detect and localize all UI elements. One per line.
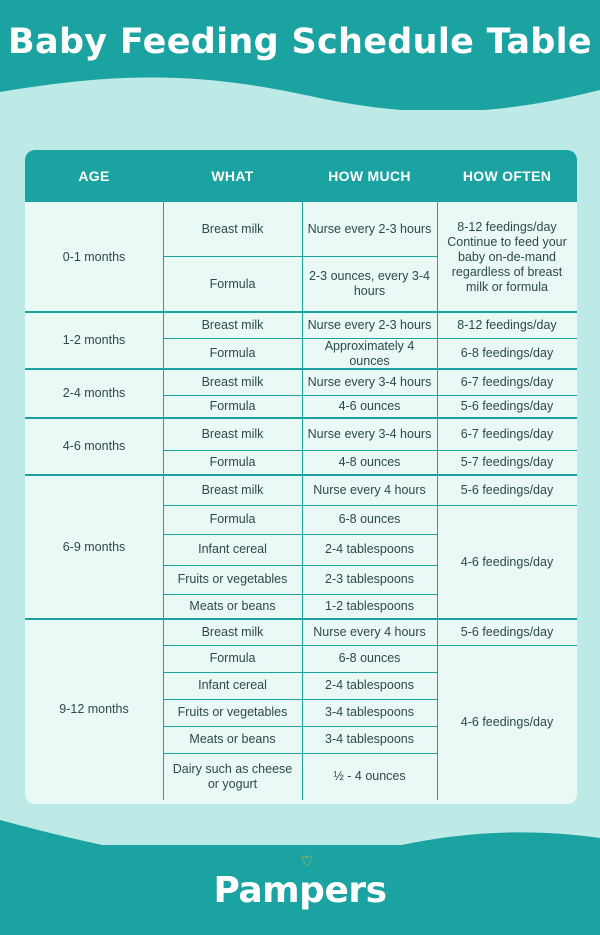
what-cell: Formula xyxy=(209,399,256,413)
what-cell: Formula xyxy=(209,512,256,526)
table-header-row xyxy=(25,150,577,202)
what-cell: Formula xyxy=(209,346,256,360)
header-age: AGE xyxy=(78,168,110,184)
what-cell: Meats or beans xyxy=(189,732,276,746)
how-often-cell: 5-6 feedings/day xyxy=(460,399,554,413)
how-often-cell: 6-7 feedings/day xyxy=(460,374,554,389)
group-divider xyxy=(25,368,577,370)
how-much-cell: 3-4 tablespoons xyxy=(325,732,414,746)
row-divider xyxy=(163,565,437,566)
column-divider xyxy=(302,202,303,800)
row-divider xyxy=(163,594,437,595)
group-divider xyxy=(25,618,577,620)
how-often-cell: 5-6 feedings/day xyxy=(460,482,554,497)
group-divider xyxy=(25,417,577,419)
header-how-much: HOW MUCH xyxy=(328,168,411,184)
how-much-cell: 4-6 ounces xyxy=(338,399,401,413)
how-much-cell: 2-3 tablespoons xyxy=(325,572,414,586)
how-often-cell: 5-6 feedings/day xyxy=(460,624,554,639)
row-divider xyxy=(163,753,437,754)
age-cell: 0-1 months xyxy=(62,249,126,264)
age-cell: 6-9 months xyxy=(62,539,126,554)
header-how-often: HOW OFTEN xyxy=(462,168,552,184)
what-cell: Formula xyxy=(209,455,256,469)
how-often-cell: 8-12 feedings/day Continue to feed your baby on-de-mand regardless of breast milk or formula xyxy=(447,219,567,294)
how-much-cell: Nurse every 4 hours xyxy=(313,624,426,639)
what-cell: Breast milk xyxy=(201,221,264,236)
row-divider xyxy=(163,645,437,646)
how-often-cell: 5-7 feedings/day xyxy=(460,455,554,469)
row-divider xyxy=(163,726,437,727)
how-much-cell: ½ - 4 ounces xyxy=(333,769,406,783)
what-cell: Breast milk xyxy=(201,482,264,497)
row-divider xyxy=(437,450,577,451)
row-divider xyxy=(163,534,437,535)
how-much-cell: Nurse every 3-4 hours xyxy=(307,426,432,441)
feeding-schedule-table xyxy=(25,150,577,804)
column-divider xyxy=(163,202,164,800)
how-much-cell: Approximately 4 ounces xyxy=(324,338,415,368)
how-often-cell: 6-7 feedings/day xyxy=(460,426,554,441)
row-divider xyxy=(163,256,437,257)
row-divider xyxy=(437,338,577,339)
what-cell: Breast milk xyxy=(201,624,264,639)
row-divider xyxy=(163,450,437,451)
group-divider xyxy=(25,474,577,476)
how-much-cell: 2-4 tablespoons xyxy=(325,542,414,556)
heart-icon: ♡ xyxy=(301,854,314,870)
age-cell: 2-4 months xyxy=(62,386,126,400)
column-divider xyxy=(437,202,438,800)
how-often-cell: 6-8 feedings/day xyxy=(460,346,554,360)
what-cell: Formula xyxy=(209,276,256,291)
what-cell: Dairy such as cheese or yogurt xyxy=(172,761,293,791)
brand-name: Pampers xyxy=(213,870,387,911)
how-much-cell: Nurse every 4 hours xyxy=(313,482,426,497)
age-cell: 9-12 months xyxy=(59,702,129,716)
age-cell: 4-6 months xyxy=(62,439,126,453)
how-much-cell: 4-8 ounces xyxy=(338,455,401,469)
what-cell: Fruits or vegetables xyxy=(177,572,288,586)
row-divider xyxy=(163,672,437,673)
row-divider xyxy=(437,505,577,506)
how-often-cell: 4-6 feedings/day xyxy=(460,554,554,569)
row-divider xyxy=(163,505,437,506)
how-often-cell: 4-6 feedings/day xyxy=(460,715,554,729)
how-much-cell: 2-3 ounces, every 3-4 hours xyxy=(309,269,430,298)
how-much-cell: 2-4 tablespoons xyxy=(325,678,414,692)
row-divider xyxy=(437,395,577,396)
bottom-wave-decoration xyxy=(0,790,600,935)
header-what: WHAT xyxy=(211,168,254,184)
how-much-cell: Nurse every 2-3 hours xyxy=(307,317,432,332)
how-much-cell: Nurse every 3-4 hours xyxy=(307,374,432,389)
what-cell: Breast milk xyxy=(201,317,264,332)
how-much-cell: Nurse every 2-3 hours xyxy=(307,221,432,236)
how-often-cell: 8-12 feedings/day xyxy=(457,317,557,332)
what-cell: Infant cereal xyxy=(198,678,267,692)
page-title: Baby Feeding Schedule Table xyxy=(8,22,592,62)
row-divider xyxy=(163,338,437,339)
how-much-cell: 1-2 tablespoons xyxy=(325,599,414,613)
age-cell: 1-2 months xyxy=(62,333,126,347)
row-divider xyxy=(437,645,577,646)
how-much-cell: 6-8 ounces xyxy=(338,651,401,665)
what-cell: Formula xyxy=(209,651,256,665)
what-cell: Breast milk xyxy=(201,374,264,389)
what-cell: Meats or beans xyxy=(189,599,276,613)
group-divider xyxy=(25,311,577,313)
pampers-logo xyxy=(0,854,600,911)
row-divider xyxy=(163,395,437,396)
how-much-cell: 3-4 tablespoons xyxy=(325,705,414,719)
what-cell: Infant cereal xyxy=(198,542,267,556)
row-divider xyxy=(163,699,437,700)
how-much-cell: 6-8 ounces xyxy=(338,512,401,526)
what-cell: Breast milk xyxy=(201,426,264,441)
what-cell: Fruits or vegetables xyxy=(177,705,288,719)
